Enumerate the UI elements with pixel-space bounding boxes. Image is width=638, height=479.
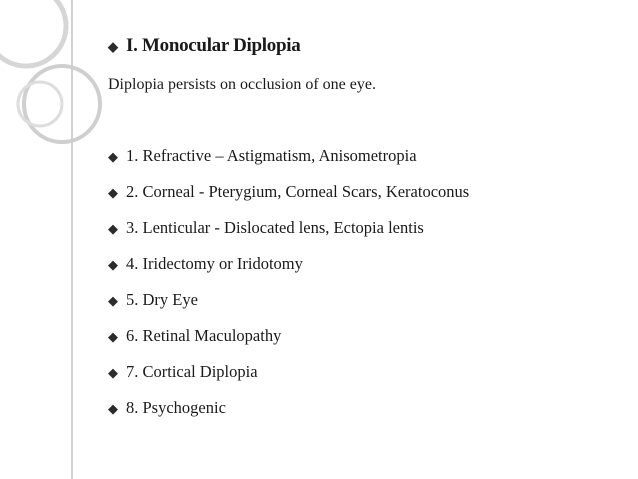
bullet-icon: ◆	[108, 148, 118, 164]
decorative-circles	[0, 0, 120, 479]
slide-heading: I. Monocular Diplopia	[126, 35, 301, 56]
bullet-icon: ◆	[108, 256, 118, 272]
list-item	[108, 246, 628, 282]
decor-circle-top	[0, 0, 66, 66]
cause-list	[108, 138, 628, 426]
list-item-text: 2. Corneal - Pterygium, Corneal Scars, Keratoconus	[126, 182, 470, 201]
slide-heading-row	[108, 28, 628, 64]
bullet-icon: ◆	[108, 292, 118, 308]
bullet-icon: ◆	[108, 328, 118, 344]
bullet-icon: ◆	[108, 184, 118, 200]
bullet-icon: ◆	[108, 38, 118, 54]
list-item	[108, 390, 628, 426]
list-item-text: 3. Lenticular - Dislocated lens, Ectopia lentis	[126, 218, 424, 237]
list-item	[108, 138, 628, 174]
list-item-text: 6. Retinal Maculopathy	[126, 326, 282, 345]
slide-content	[108, 28, 628, 426]
list-item	[108, 354, 628, 390]
list-item	[108, 318, 628, 354]
list-item-text: 4. Iridectomy or Iridotomy	[126, 254, 303, 273]
bullet-icon: ◆	[108, 364, 118, 380]
list-item-text: 5. Dry Eye	[126, 290, 198, 309]
list-item	[108, 282, 628, 318]
slide-subtext: Diplopia persists on occlusion of one eye.	[108, 76, 376, 93]
list-item-text: 8. Psychogenic	[126, 398, 226, 417]
list-item	[108, 174, 628, 210]
bullet-icon: ◆	[108, 220, 118, 236]
bullet-icon: ◆	[108, 400, 118, 416]
list-item-text: 1. Refractive – Astigmatism, Anisometropia	[126, 146, 417, 165]
list-item-text: 7. Cortical Diplopia	[126, 362, 258, 381]
list-item	[108, 210, 628, 246]
